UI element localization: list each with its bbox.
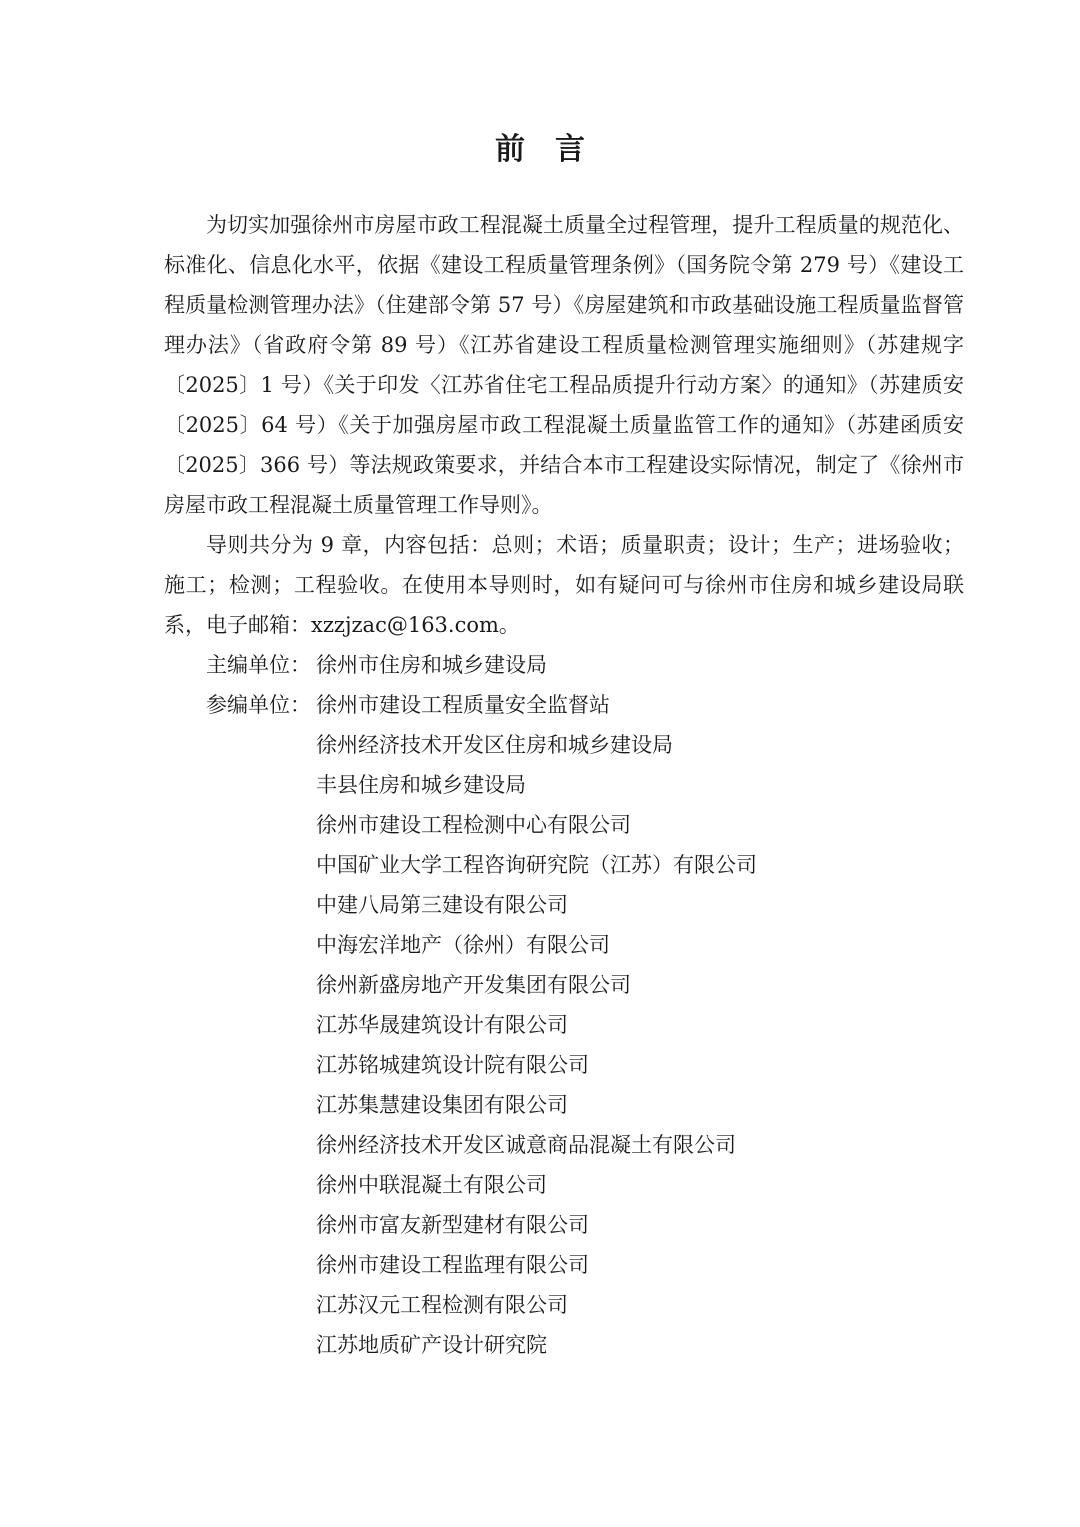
list-item: 江苏铭城建筑设计院有限公司 [316,1053,589,1077]
chief-editor-label: 主编单位： [206,653,311,677]
list-item: 徐州市建设工程质量安全监督站 [316,693,610,717]
list-item: 丰县住房和城乡建设局 [316,773,526,797]
list-item: 中国矿业大学工程咨询研究院（江苏）有限公司 [316,853,757,877]
participating-row [206,685,966,1365]
preface-paragraph-2: 导则共分为 9 章，内容包括：总则；术语；质量职责；设计；生产；进场验收；施工；检测；工程验收。在使用本导则时，如有疑问可与徐州市住房和城乡建设局联系，电子邮箱：xzzjzac@163.com。 [164,533,964,637]
list-item: 徐州市建设工程监理有限公司 [316,1253,589,1277]
participating-org-list [316,685,757,1365]
chief-editor-row [206,645,966,685]
list-item: 徐州市富友新型建材有限公司 [316,1213,589,1237]
list-item: 徐州新盛房地产开发集团有限公司 [316,973,631,997]
list-item: 江苏集慧建设集团有限公司 [316,1093,568,1117]
list-item: 徐州经济技术开发区住房和城乡建设局 [316,733,673,757]
list-item: 中海宏洋地产（徐州）有限公司 [316,933,610,957]
editing-units [206,645,966,1365]
page-title: 前言 [495,132,615,167]
preface-paragraph-1: 为切实加强徐州市房屋市政工程混凝土质量全过程管理，提升工程质量的规范化、标准化、信息化水平，依据《建设工程质量管理条例》（国务院令第 279 号）《建设工程质量检测管理办法》（住建部令第 57 号）《房屋建筑和市政基础设施工程质量监督管理办法》（省政府令第 89 号）《江苏省建设工程质量检测管理实施细则》（苏建规字〔2025〕1 号）《关于印发〈江苏省住宅工程品质提升行动方案〉的通知》（苏建质安〔2025〕64 号）《关于加强房屋市政工程混凝土质量监管工作的通知》（苏建函质安〔2025〕366 号）等法规政策要求，并结合本市工程建设实际情况，制定了《徐州市房屋市政工程混凝土质量管理工作导则》。 [164,213,964,517]
list-item: 中建八局第三建设有限公司 [316,893,568,917]
list-item: 徐州经济技术开发区诚意商品混凝土有限公司 [316,1133,736,1157]
list-item: 江苏地质矿产设计研究院 [316,1333,547,1357]
preface-body [164,205,964,645]
list-item: 江苏华晟建筑设计有限公司 [316,1013,568,1037]
list-item: 徐州中联混凝土有限公司 [316,1173,547,1197]
chief-editor-value: 徐州市住房和城乡建设局 [316,653,547,677]
list-item: 徐州市建设工程检测中心有限公司 [316,813,631,837]
list-item: 江苏汉元工程检测有限公司 [316,1293,568,1317]
participating-label: 参编单位： [206,693,311,717]
